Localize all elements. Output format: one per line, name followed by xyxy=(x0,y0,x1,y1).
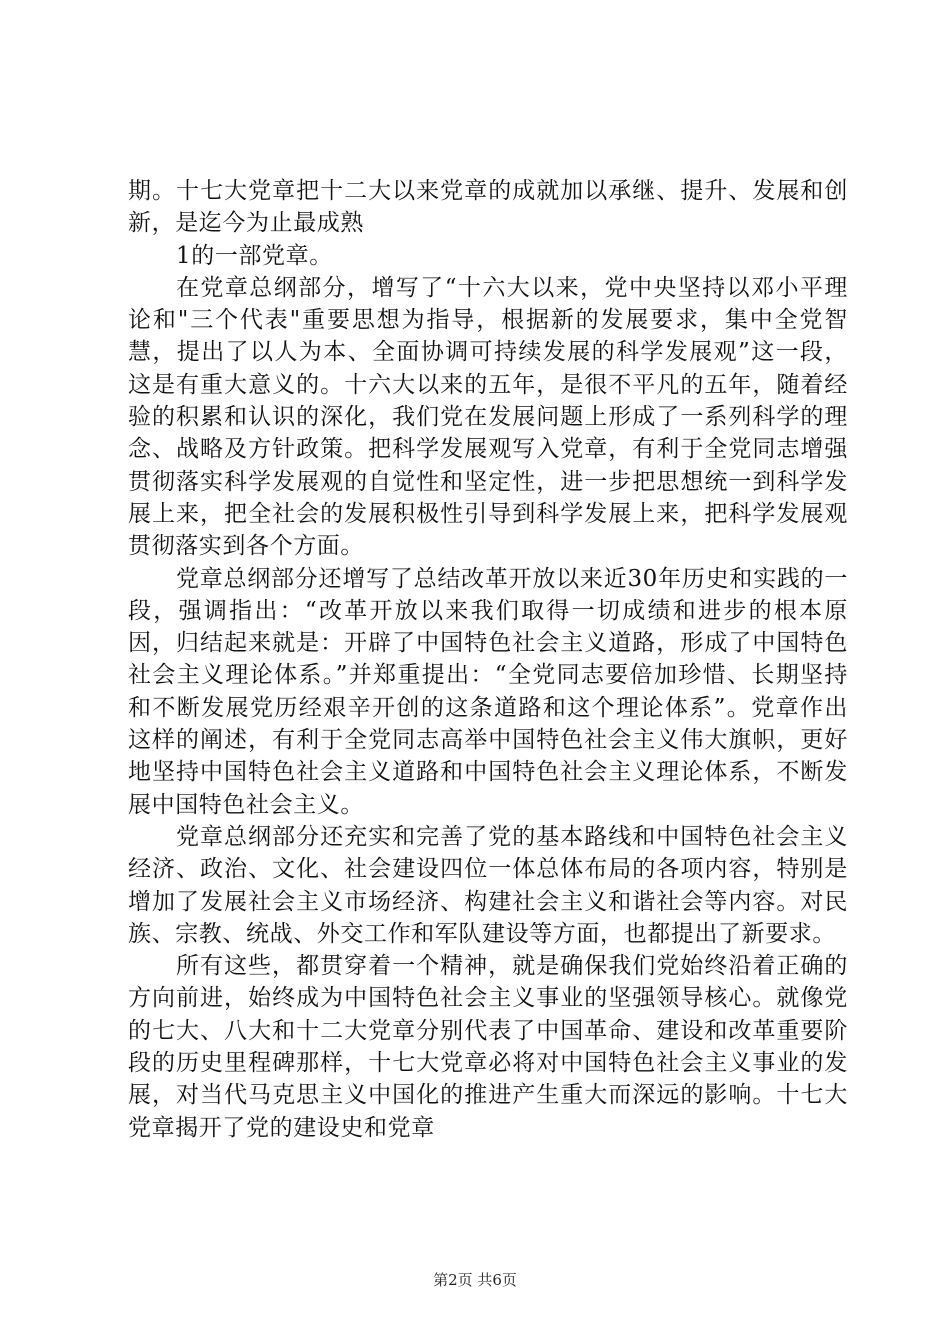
page-footer xyxy=(0,1270,950,1290)
paragraph-conclusion: 所有这些，都贯穿着一个精神，就是确保我们党始终沿着正确的方向前进，始终成为中国特色社会主义事业的坚强领导核心。就像党的七大、八大和十二大党章分别代表了中国革命、建设和改革重要阶段的历史里程碑那样，十七大党章必将对中国特色社会主义事业的发展，对当代马克思主义中国化的推进产生重大而深远的影响。十七大党章揭开了党的建设史和党章 xyxy=(128,953,848,1141)
paragraph-basic-line: 党章总纲部分还充实和完善了党的基本路线和中国特色社会主义经济、政治、文化、社会建设四位一体总体布局的各项内容，特别是增加了发展社会主义市场经济、构建社会主义和谐社会等内容。对民族、宗教、统战、外交工作和军队建设等方面，也都提出了新要求。 xyxy=(128,823,848,947)
page-number-label: 第2页 共6页 xyxy=(433,1271,517,1289)
paragraph-continuation: 期。十七大党章把十二大以来党章的成就加以承继、提升、发展和创新，是迄今为止最成熟 xyxy=(128,178,848,237)
paragraph-reform-opening: 党章总纲部分还增写了总结改革开放以来近30年历史和实践的一段，强调指出：“改革开放以来我们取得一切成绩和进步的根本原因，归结起来就是：开辟了中国特色社会主义道路，形成了中国特色社会主义理论体系。”并郑重提出：“全党同志要倍加珍惜、长期坚持和不断发展党历经艰辛开创的这条道路和这个理论体系”。党章作出这样的阐述，有利于全党同志高举中国特色社会主义伟大旗帜，更好地坚持中国特色社会主义道路和中国特色社会主义理论体系，不断发展中国特色社会主义。 xyxy=(128,565,848,818)
paragraph-footnote-fragment: 1的一部党章。 xyxy=(176,242,333,269)
paragraph-scientific-development: 在党章总纲部分，增写了“十六大以来，党中央坚持以邓小平理论和"三个代表"重要思想为指导，根据新的发展要求，集中全党智慧，提出了以人为本、全面协调可持续发展的科学发展观”这一段，这是有重大意义的。十六大以来的五年，是很不平凡的五年，随着经验的积累和认识的深化，我们党在发展问题上形成了一系列科学的理念、战略及方针政策。把科学发展观写入党章，有利于全党同志增强贯彻落实科学发展观的自觉性和坚定性，进一步把思想统一到科学发展上来，把全社会的发展积极性引导到科学发展上来，把科学发展观贯彻落实到各个方面。 xyxy=(128,274,848,560)
document-body xyxy=(128,175,848,1144)
